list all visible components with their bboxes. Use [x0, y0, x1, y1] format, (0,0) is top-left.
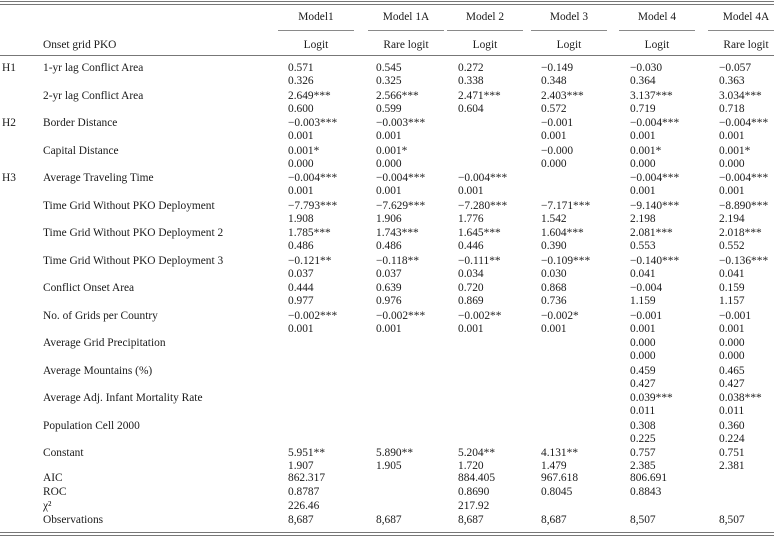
coefficient-cell: 2.081***	[630, 227, 673, 239]
std-error-cell: 0.041	[719, 267, 745, 280]
std-error-cell: 0.364	[630, 75, 656, 87]
coefficient-cell: −0.002***	[376, 309, 426, 322]
stat-value: 217.92	[458, 500, 490, 512]
coefficient-cell: 0.720	[458, 282, 484, 294]
std-error-cell: 1.479	[541, 460, 567, 472]
coefficient-cell: 0.360	[719, 419, 745, 432]
header-underline	[708, 30, 774, 31]
std-error-cell: 0.552	[719, 240, 745, 252]
model-header: Model 3	[549, 11, 589, 23]
coefficient-cell: 3.034***	[719, 89, 762, 102]
variable-label: Average Grid Precipitation	[43, 337, 166, 349]
coefficient-cell: 0.757	[630, 447, 656, 459]
coefficient-cell: −0.111**	[458, 254, 501, 267]
coefficient-cell: −7.793***	[288, 199, 338, 212]
coefficient-cell: −0.118**	[376, 254, 420, 267]
std-error-cell: 0.977	[288, 295, 314, 307]
std-error-cell: 1.905	[376, 460, 402, 472]
coefficient-cell: 0.272	[458, 62, 484, 74]
variable-label: Average Mountains (%)	[43, 364, 153, 377]
std-error-cell: 0.030	[541, 267, 567, 280]
header-underline	[278, 30, 354, 31]
std-error-cell: 2.194	[719, 212, 745, 225]
variable-label: Time Grid Without PKO Deployment 3	[43, 254, 224, 267]
stat-value: 806.691	[630, 472, 668, 484]
coefficient-cell: 5.951**	[288, 447, 326, 459]
stat-value: 884.405	[458, 472, 496, 484]
observations-value: 8,687	[458, 514, 484, 526]
std-error-cell: 0.037	[288, 267, 314, 280]
std-error-cell: 0.599	[376, 102, 402, 115]
coefficient-cell: 1.743***	[376, 227, 419, 239]
std-error-cell: 0.001	[458, 322, 484, 335]
model-header: Model 4A	[722, 11, 770, 23]
std-error-cell: 0.001	[376, 130, 402, 142]
model-header: Model 1A	[382, 11, 430, 23]
table-rule	[0, 532, 774, 533]
std-error-cell: 1.159	[630, 295, 656, 307]
coefficient-cell: −0.004***	[458, 172, 508, 184]
std-error-cell: 0.572	[541, 102, 567, 115]
std-error-cell: 0.001	[541, 322, 567, 335]
std-error-cell: 2.385	[630, 460, 656, 472]
coefficient-cell: 2.649***	[288, 89, 331, 102]
estimator-header: Rare logit	[723, 39, 769, 51]
std-error-cell: 0.486	[288, 240, 314, 252]
std-error-cell: 0.604	[458, 102, 484, 115]
variable-label: Time Grid Without PKO Deployment 2	[43, 227, 224, 239]
coefficient-cell: −0.136***	[719, 254, 769, 267]
std-error-cell: 0.041	[630, 267, 656, 280]
coefficient-cell: 3.137***	[630, 89, 673, 102]
coefficient-cell: −0.004***	[288, 172, 338, 184]
coefficient-cell: −0.002*	[541, 309, 579, 322]
variable-label: Average Traveling Time	[43, 172, 154, 184]
coefficient-cell: −0.001	[541, 117, 574, 129]
std-error-cell: 0.000	[288, 157, 314, 170]
std-error-cell: 0.869	[458, 295, 484, 307]
coefficient-cell: −7.171***	[541, 199, 591, 212]
std-error-cell: 0.000	[541, 157, 567, 170]
std-error-cell: 1.542	[541, 212, 567, 225]
coefficient-cell: 0.751	[719, 447, 745, 459]
coefficient-cell: −0.140***	[630, 254, 680, 267]
variable-label: Conflict Onset Area	[43, 282, 135, 294]
std-error-cell: 0.001	[719, 185, 745, 197]
coefficient-cell: 2.566***	[376, 89, 419, 102]
std-error-cell: 1.906	[376, 212, 402, 225]
std-error-cell: 0.600	[288, 102, 314, 115]
variable-label: 2-yr lag Conflict Area	[43, 89, 144, 102]
std-error-cell: 0.486	[376, 240, 402, 252]
std-error-cell: 0.719	[630, 102, 656, 115]
coefficient-cell: −0.002***	[288, 309, 338, 322]
std-error-cell: 0.037	[376, 267, 402, 280]
stat-value: 0.8843	[630, 486, 662, 498]
std-error-cell: 0.001	[458, 185, 484, 197]
stat-value: 0.8690	[458, 486, 490, 498]
coefficient-cell: −0.000	[541, 144, 574, 157]
coefficient-cell: −0.121**	[288, 254, 332, 267]
observations-label: Observations	[43, 514, 104, 526]
header-underline	[531, 30, 607, 31]
coefficient-cell: 0.000	[719, 337, 745, 349]
stat-value: 0.8787	[288, 486, 320, 498]
coefficient-cell: 0.545	[376, 62, 402, 74]
variable-label: No. of Grids per Country	[43, 309, 158, 322]
coefficient-cell: 2.471***	[458, 89, 501, 102]
coefficient-cell: 0.571	[288, 62, 314, 74]
variable-label: 1-yr lag Conflict Area	[43, 62, 144, 74]
std-error-cell: 1.720	[458, 460, 484, 472]
hypothesis-label: H3	[2, 172, 16, 184]
coefficient-cell: −0.109***	[541, 254, 591, 267]
std-error-cell: 0.553	[630, 240, 656, 252]
std-error-cell: 1.907	[288, 460, 314, 472]
observations-value: 8,507	[630, 514, 656, 526]
coefficient-cell: −0.004***	[719, 172, 769, 184]
coefficient-cell: −0.030	[630, 62, 663, 74]
table-rule	[0, 535, 774, 536]
std-error-cell: 0.363	[719, 75, 745, 87]
coefficient-cell: −0.004***	[719, 117, 769, 129]
std-error-cell: 2.198	[630, 212, 656, 225]
observations-value: 8,687	[288, 514, 314, 526]
std-error-cell: 0.427	[630, 377, 656, 390]
std-error-cell: 0.001	[719, 322, 745, 335]
coefficient-cell: 0.001*	[376, 144, 408, 157]
std-error-cell: 0.000	[630, 157, 656, 170]
stat-value: 862.317	[288, 472, 326, 484]
std-error-cell: 0.224	[719, 432, 745, 445]
coefficient-cell: 0.038***	[719, 392, 762, 404]
stat-value: 226.46	[288, 500, 320, 512]
std-error-cell: 0.001	[630, 322, 656, 335]
coefficient-cell: −0.004***	[630, 172, 680, 184]
std-error-cell: 0.001	[376, 185, 402, 197]
coefficient-cell: 4.131**	[541, 447, 579, 459]
std-error-cell: 0.001	[541, 130, 567, 142]
std-error-cell: 0.000	[719, 350, 745, 362]
stat-value: 0.8045	[541, 486, 573, 498]
coefficient-cell: 0.001*	[630, 144, 662, 157]
coefficient-cell: −0.001	[719, 309, 752, 322]
table-rule	[0, 4, 774, 5]
estimator-header: Logit	[556, 39, 582, 51]
std-error-cell: 0.325	[376, 75, 402, 87]
coefficient-cell: 0.868	[541, 282, 567, 294]
coefficient-cell: 0.039***	[630, 392, 673, 404]
std-error-cell: 0.001	[288, 185, 314, 197]
coefficient-cell: 0.308	[630, 419, 656, 432]
std-error-cell: 1.908	[288, 212, 314, 225]
header-underline	[368, 30, 444, 31]
header-underline	[619, 30, 695, 31]
std-error-cell: 0.001	[630, 130, 656, 142]
coefficient-cell: 2.018***	[719, 227, 762, 239]
std-error-cell: 0.001	[630, 185, 656, 197]
coefficient-cell: 0.465	[719, 364, 745, 377]
estimator-header: Rare logit	[383, 39, 429, 51]
variable-label: Capital Distance	[43, 144, 119, 157]
observations-value: 8,507	[719, 514, 745, 526]
std-error-cell: 0.001	[376, 322, 402, 335]
coefficient-cell: −9.140***	[630, 199, 680, 212]
model-header: Model 4	[637, 11, 677, 23]
std-error-cell: 1.776	[458, 212, 484, 225]
observations-value: 8,687	[376, 514, 402, 526]
std-error-cell: 0.225	[630, 432, 656, 445]
model-header: Model1	[298, 11, 334, 23]
coefficient-cell: 5.890**	[376, 447, 414, 459]
coefficient-cell: −0.004	[630, 282, 663, 294]
table-rule	[0, 55, 774, 56]
std-error-cell: 1.157	[719, 295, 745, 307]
coefficient-cell: −7.629***	[376, 199, 426, 212]
std-error-cell: 0.000	[376, 157, 402, 170]
stat-label: ROC	[43, 486, 67, 498]
coefficient-cell: −0.004***	[376, 172, 426, 184]
coefficient-cell: 1.785***	[288, 227, 331, 239]
std-error-cell: 0.427	[719, 377, 745, 390]
hypothesis-label: H2	[2, 117, 16, 129]
std-error-cell: 0.000	[630, 350, 656, 362]
variable-label: Border Distance	[43, 117, 118, 129]
coefficient-cell: 0.001*	[288, 144, 320, 157]
row-header-label: Onset grid PKO	[43, 39, 117, 51]
coefficient-cell: 0.000	[630, 337, 656, 349]
observations-value: 8,687	[541, 514, 567, 526]
coefficient-cell: −0.003***	[376, 117, 426, 129]
coefficient-cell: −0.001	[630, 309, 663, 322]
coefficient-cell: 2.403***	[541, 89, 584, 102]
coefficient-cell: 0.001*	[719, 144, 751, 157]
coefficient-cell: 5.204**	[458, 447, 496, 459]
std-error-cell: 0.001	[288, 322, 314, 335]
variable-label: Time Grid Without PKO Deployment	[43, 199, 215, 212]
std-error-cell: 0.338	[458, 75, 484, 87]
coefficient-cell: 0.159	[719, 282, 745, 294]
coefficient-cell: −8.890***	[719, 199, 769, 212]
std-error-cell: 0.976	[376, 295, 402, 307]
coefficient-cell: 0.459	[630, 364, 656, 377]
std-error-cell: 0.736	[541, 295, 567, 307]
std-error-cell: 0.000	[719, 157, 745, 170]
std-error-cell: 0.390	[541, 240, 567, 252]
stat-label: AIC	[43, 472, 63, 484]
coefficient-cell: 0.444	[288, 282, 314, 294]
hypothesis-label: H1	[2, 62, 16, 74]
stat-label: χ²	[43, 500, 52, 512]
std-error-cell: 0.446	[458, 240, 484, 252]
variable-label: Average Adj. Infant Mortality Rate	[43, 392, 203, 404]
coefficient-cell: −0.002**	[458, 309, 502, 322]
coefficient-cell: 1.645***	[458, 227, 501, 239]
estimator-header: Logit	[472, 39, 498, 51]
coefficient-cell: 0.639	[376, 282, 402, 294]
stat-value: 967.618	[541, 472, 579, 484]
std-error-cell: 0.034	[458, 267, 484, 280]
std-error-cell: 0.718	[719, 102, 745, 115]
std-error-cell: 0.011	[630, 405, 656, 417]
coefficient-cell: −7.280***	[458, 199, 508, 212]
estimator-header: Logit	[303, 39, 329, 51]
std-error-cell: 0.348	[541, 75, 567, 87]
header-underline	[447, 30, 523, 31]
coefficient-cell: 1.604***	[541, 227, 584, 239]
model-header: Model 2	[465, 11, 505, 23]
coefficient-cell: −0.057	[719, 62, 752, 74]
coefficient-cell: −0.003***	[288, 117, 338, 129]
table-rule	[0, 1, 774, 2]
std-error-cell: 0.001	[288, 130, 314, 142]
std-error-cell: 0.001	[719, 130, 745, 142]
coefficient-cell: −0.149	[541, 62, 574, 74]
std-error-cell: 0.011	[719, 405, 745, 417]
variable-label: Population Cell 2000	[43, 419, 140, 432]
variable-label: Constant	[43, 447, 84, 459]
std-error-cell: 0.326	[288, 75, 314, 87]
coefficient-cell: −0.004***	[630, 117, 680, 129]
std-error-cell: 2.381	[719, 460, 745, 472]
estimator-header: Logit	[644, 39, 670, 51]
